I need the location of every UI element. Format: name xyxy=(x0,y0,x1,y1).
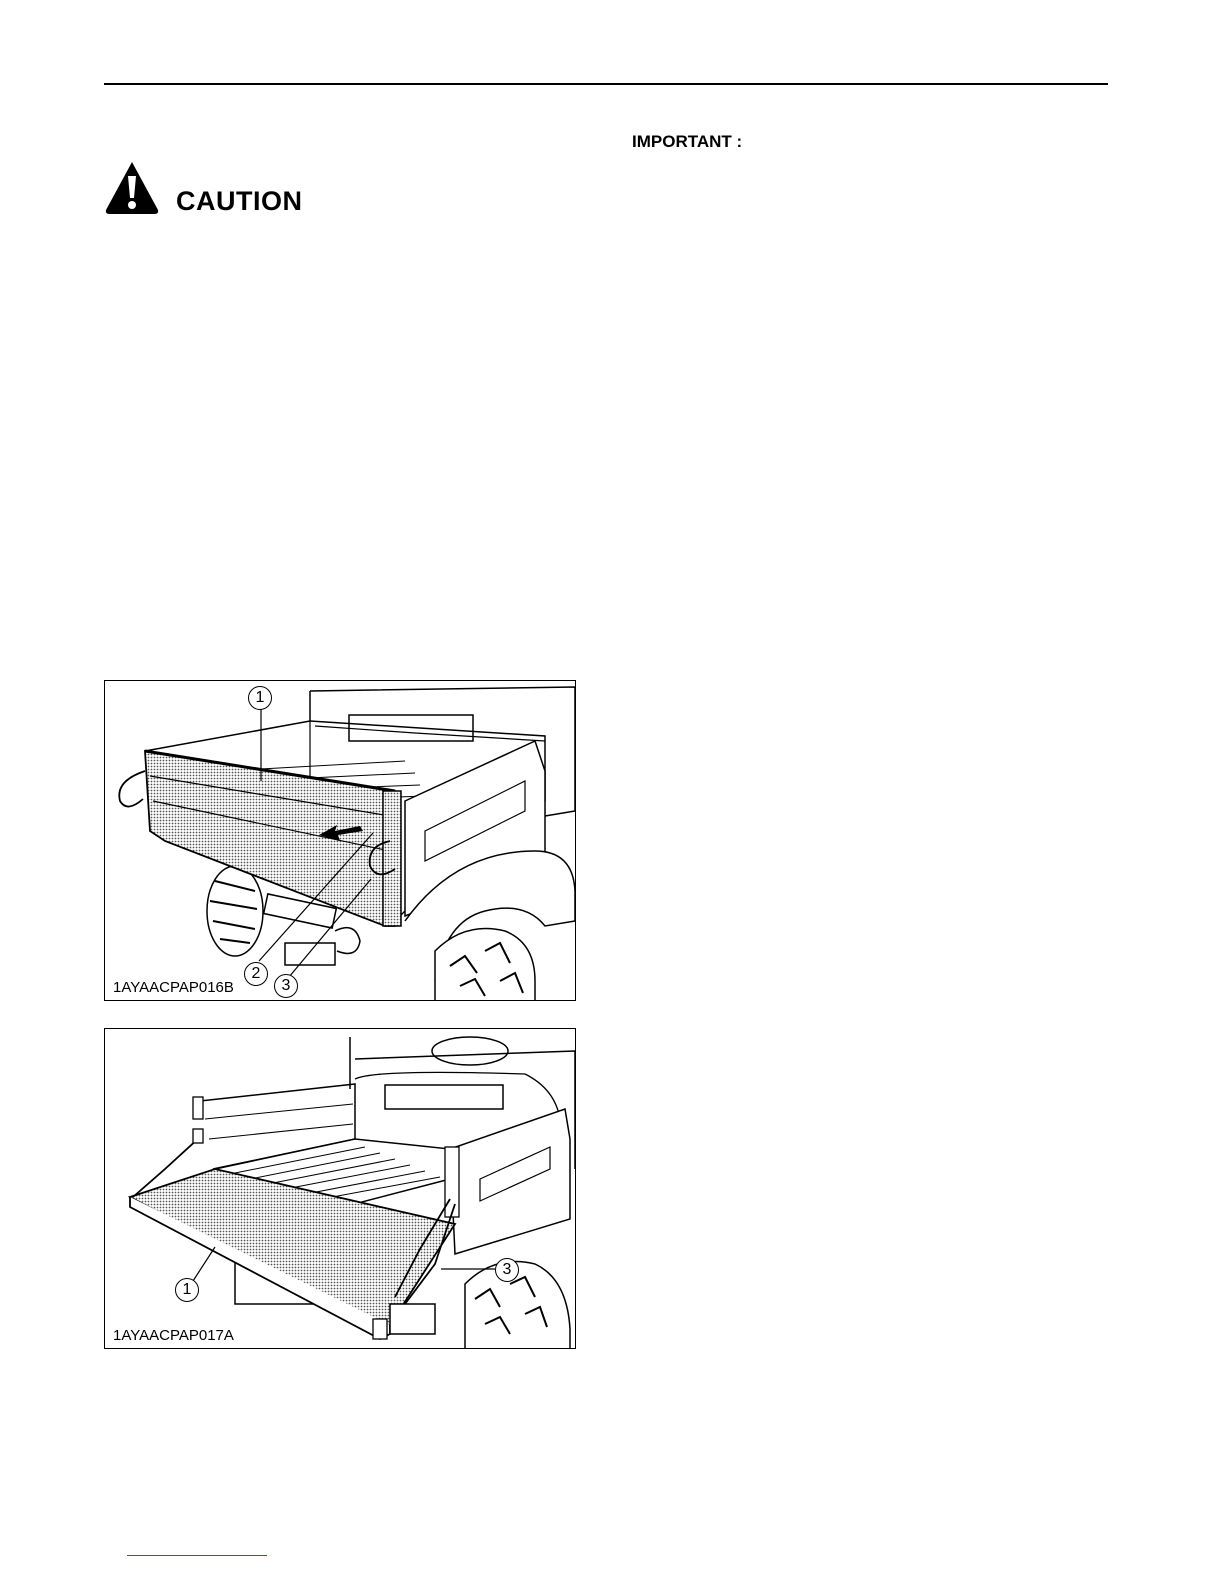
footer-link-underline[interactable] xyxy=(127,1555,267,1556)
header-rule xyxy=(104,83,1108,85)
figure-tailgate-closed xyxy=(104,680,576,1001)
tailgate-open-illustration xyxy=(105,1029,576,1349)
figure-id: 1AYAACPAP017A xyxy=(113,1327,234,1344)
figure-id: 1AYAACPAP016B xyxy=(113,979,234,996)
callout-3: 3 xyxy=(274,974,298,998)
callout-2: 2 xyxy=(244,962,268,986)
callout-3: 3 xyxy=(495,1258,519,1282)
figure-tailgate-open xyxy=(104,1028,576,1349)
tailgate-closed-illustration xyxy=(105,681,576,1001)
warning-triangle-icon xyxy=(104,160,160,216)
caution-heading xyxy=(104,160,424,220)
caution-label: CAUTION xyxy=(176,186,303,216)
callout-1: 1 xyxy=(175,1278,199,1302)
callout-1: 1 xyxy=(248,686,272,710)
important-label: IMPORTANT : xyxy=(632,132,743,151)
